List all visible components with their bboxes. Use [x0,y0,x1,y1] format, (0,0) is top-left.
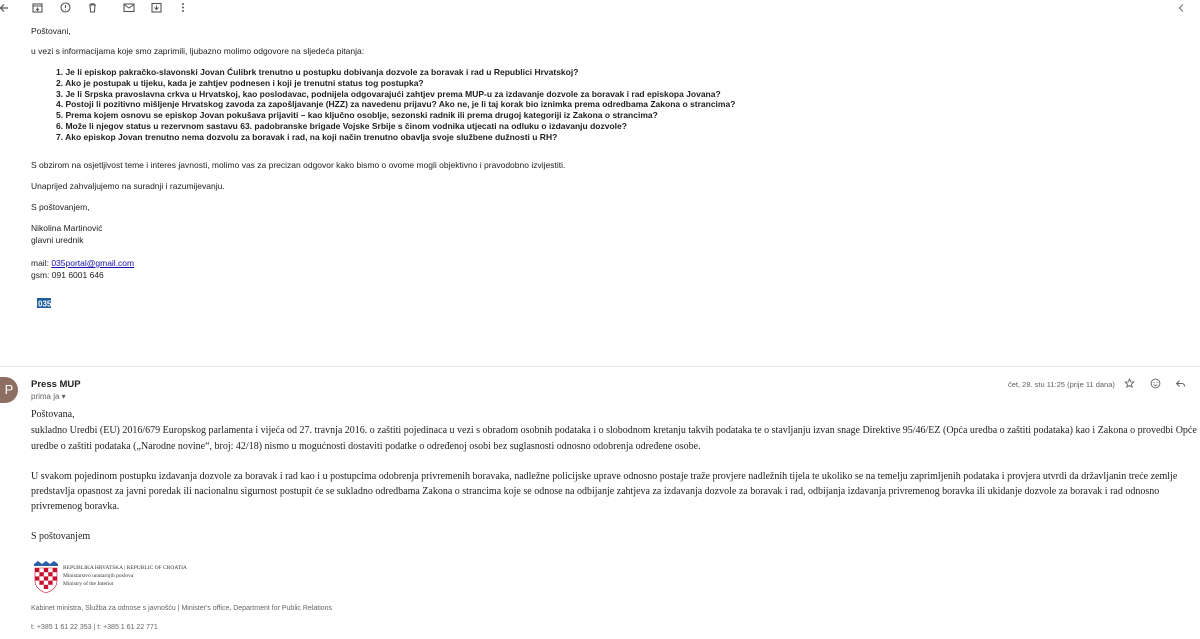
list-item: 4. Postoji li pozitivno mišljenje Hrvatskog zavoda za zapošljavanje (HZZ) za navedenu prijavu? Ako ne, je li taj korak bio iznimka prema odredbama Zakona o strancima? [56,99,736,110]
star-icon[interactable] [1122,378,1136,392]
ministry-line: Ministry of the Interior [63,581,114,587]
gsm-line: gsm: 091 6001 646 [31,270,104,280]
report-spam-icon[interactable] [58,2,72,16]
office-line: Kabinet ministra, Služba za odnose s javnošću | Minister's office, Department for Public Relations [31,605,333,612]
mail-line [31,258,134,268]
list-item: 5. Prema kojem osnovu se episkop Jovan pokušava prijaviti – kao ključno osoblje, sezonski radnik ili prema drugoj kategoriji iz Zakona o strancima? [56,110,658,121]
list-item: 3. Je li Srpska pravoslavna crkva u Hrvatskoj, kao poslodavac, podnijela odgovarajući zahtjev prema MUP-u za izdavanje dozvole za boravak i rad episkopa Jovana? [56,88,721,99]
archive-icon[interactable] [30,2,44,16]
list-item: 7. Ako episkop Jovan trenutno nema dozvolu za boravak i rad, na koji način trenutno obavlja svoje službene dužnosti u RH? [56,131,558,142]
reply-icon[interactable] [1173,378,1187,392]
sensitivity-paragraph: S obzirom na osjetljivost teme i interes javnosti, molimo vas za precizan odgovor kako bismo o ovome mogli objektivno i pravodobno izvijestiti. [31,160,566,170]
delete-icon[interactable] [85,2,99,16]
avatar[interactable]: P [0,377,18,403]
message-date: čet, 28. stu 11:25 (prije 11 dana) [1008,380,1115,389]
reply-line: privremenog boravka. [31,501,120,512]
logo-text: 035portal.hr [38,299,84,309]
collapse-icon[interactable] [1174,2,1188,16]
reply-line: uredbe o zaštiti podataka („Narodne novine“, broj: 42/18) nismo u mogućnosti dostaviti podatke o određenoj osobi bez suglasnosti odnosno odobrenja određene osobe. [31,441,701,452]
mail-link[interactable]: 035portal@gmail.com [51,258,135,268]
email-toolbar [0,0,1200,18]
list-item: 6. Može li njegov status u rezervnom sastavu 63. padobranske brigade Vojske Srbije s činom vodnika utjecati na odluku o izdavanju dozvole? [56,120,627,131]
thanks-text: Unaprijed zahvaljujemo na suradnji i razumijevanju. [31,181,225,191]
signature-name: Nikolina Martinović [31,223,103,233]
portal-logo [37,296,89,310]
reply-line: sukladno Uredbi (EU) 2016/679 Europskog parlamenta i vijeća od 27. travnja 2016. o zaštiti pojedinaca u vezi s obradom osobnih podataka i o slobodnom kretanju takvih podataka te o stavljanju izvan snage Direktive 95/46/EZ (Opća uredba o zaštiti podataka) kao i Zakona o provedbi Opće [31,425,1197,436]
mark-unread-icon[interactable] [122,2,136,16]
back-arrow-icon[interactable] [0,2,11,16]
reply-closing: S poštovanjem [31,531,91,542]
intro-text: u vezi s informacijama koje smo zaprimili, ljubazno molimo odgovore na sljedeća pitanja: [31,46,365,56]
recipient-details[interactable]: prima ja ▾ [31,392,66,401]
croatian-coat-of-arms-icon [31,560,61,594]
signature-title: glavni urednik [31,235,84,245]
question-list [56,67,735,143]
sender-name[interactable]: Press MUP [31,379,81,390]
list-item: 1. Je li episkop pakračko-slavonski Jovan Ćulibrk trenutno u postupku dobivanja dozvole za boravak i rad u Republici Hrvatskoj? [56,67,579,77]
mail-label: mail: [31,258,52,268]
move-to-icon[interactable] [149,2,163,16]
more-options-icon[interactable] [176,2,190,16]
phone-line: t: +385 1 61 22 353 | t: +385 1 61 22 771 [31,624,158,631]
ministry-line: REPUBLIKA HRVATSKA | REPUBLIC OF CROATIA [63,565,187,571]
list-item: 2. Ako je postupak u tijeku, kada je zahtjev podnesen i koji je trenutni status tog postupka? [56,77,424,88]
ministry-line: Ministarstvo unutarnjih poslova [63,573,134,579]
emoji-reaction-icon[interactable] [1148,378,1162,392]
greeting: Poštovani, [31,26,71,36]
message-divider [0,366,1200,367]
reply-line: predstavlja opasnost za javni poredak ili nacionalnu sigurnost postupit će se sukladno odredbama Zakona o strancima koje se odnose na odbijanje zahtjeva za izdavanja dozvole za boravak i rad, odbijanja izdavanja privremenog boravka ili ukidanje dozvole za boravak i rad odnosno [31,486,1160,497]
reply-greeting: Poštovana, [31,409,75,420]
closing-text: S poštovanjem, [31,202,90,212]
reply-line: U svakom pojedinom postupku izdavanja dozvole za boravak i rad kao i u postupcima odobrenja privremenih boravaka, nadležne policijske uprave odnosno postaje traže provjere nadležnih tijela te ukoliko se na temelju zaprimljenih podataka i provjera utvrdi da državljanin treće zemlje [31,471,1178,482]
